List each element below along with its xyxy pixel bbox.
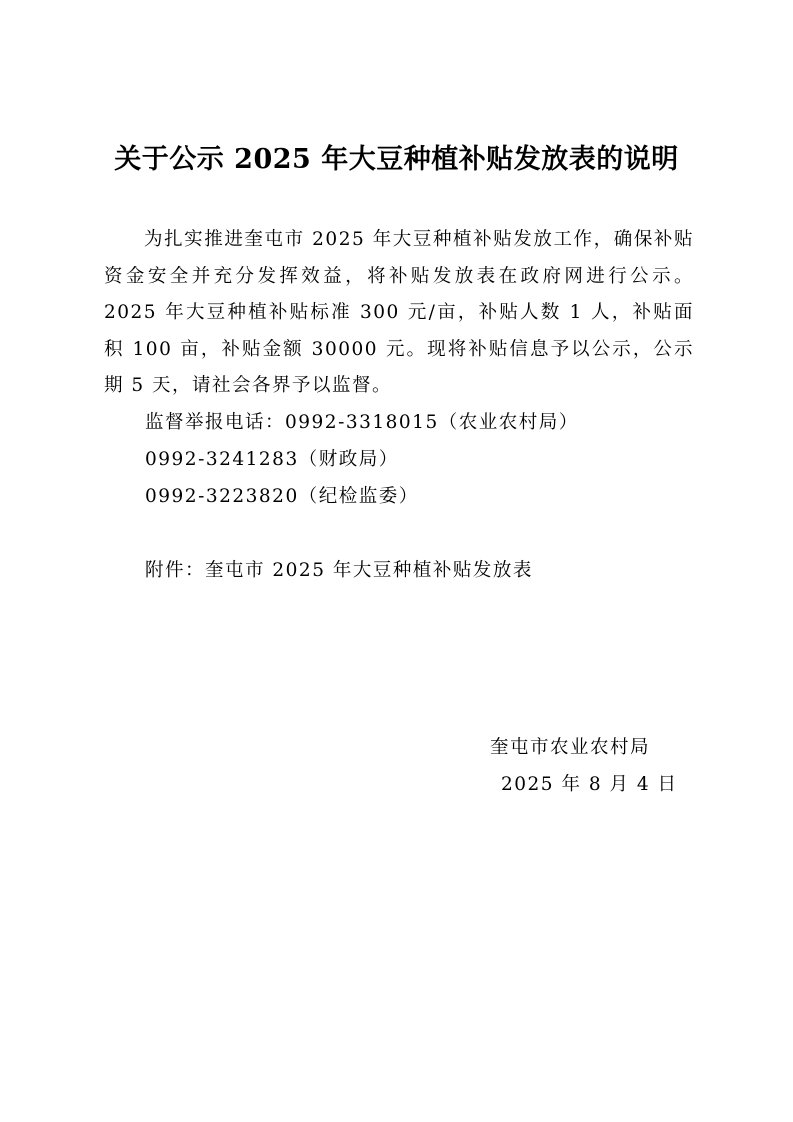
attachment-note: 附件：奎屯市 2025 年大豆种植补贴发放表 xyxy=(145,560,533,581)
signature-date: 2025 年 8 月 4 日 xyxy=(501,774,678,795)
signature-organization: 奎屯市农业农村局 xyxy=(490,737,651,758)
hotline-agriculture: 监督举报电话：0992-3318015（农业农村局） xyxy=(145,412,579,433)
document-title: 关于公示 2025 年大豆种植补贴发放表的说明 xyxy=(114,144,679,175)
body-paragraph: 为扎实推进奎屯市 2025 年大豆种植补贴发放工作，确保补贴资金安全并充分发挥效益，将补贴发放表在政府网进行公示。2025 年大豆种植补贴标准 300 元/亩，补贴人数 1 人，补贴面积 100 亩，补贴金额 30000 元。现将补贴信息予以公示，公示期 5 天，请社会各界予以监督。 xyxy=(104,229,694,396)
hotline-finance: 0992-3241283（财政局） xyxy=(145,449,399,470)
hotline-discipline: 0992-3223820（纪检监委） xyxy=(145,486,419,507)
